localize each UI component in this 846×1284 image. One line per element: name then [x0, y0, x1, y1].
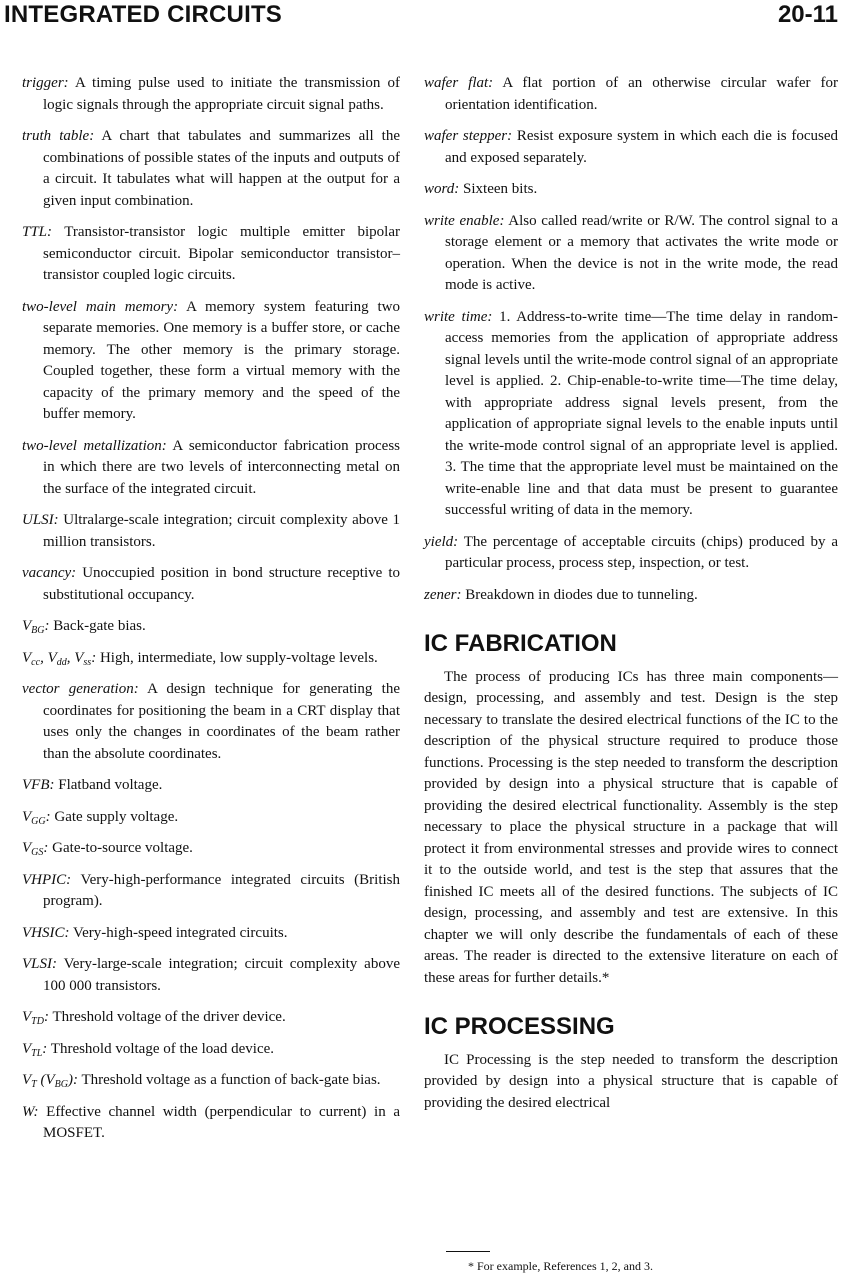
glossary-definition: Also called read/write or R/W. The control signal to a storage element or a memory that activates the write mode or operation. When the device is not in the write mode, the read mode is active.	[445, 212, 838, 293]
glossary-entry	[22, 436, 400, 501]
footnote-rule	[446, 1251, 490, 1252]
glossary-entry	[424, 73, 838, 116]
glossary-definition: High, intermediate, low supply-voltage levels.	[99, 649, 378, 666]
glossary-definition: A design technique for generating the coordinates for positioning the beam in a CRT display that uses only the changes in coordinates of the beam rather than the absolute coordinates.	[43, 681, 400, 762]
glossary-term: word:	[424, 181, 460, 197]
glossary-entry	[22, 73, 400, 116]
glossary-term: zener:	[424, 586, 462, 603]
glossary-entry	[22, 297, 400, 426]
glossary-term: VLSI:	[22, 956, 57, 972]
glossary-entry	[22, 870, 400, 913]
glossary-entry	[22, 648, 400, 670]
glossary-entry	[22, 1007, 400, 1029]
glossary-definition: Gate supply voltage.	[54, 808, 179, 825]
glossary-entry	[22, 954, 400, 997]
glossary-term: truth table:	[22, 128, 95, 144]
glossary-entry	[22, 775, 400, 797]
glossary-definition: A flat portion of an otherwise circular wafer for orientation identification.	[445, 75, 838, 113]
glossary-term: $V_T$ $(V_{BG})$:	[22, 1072, 78, 1090]
glossary-definition: Threshold voltage of the driver device.	[52, 1009, 286, 1025]
glossary-definition: A chart that tabulates and summarizes all the combinations of possible states of the inputs and outputs of a circuit. It tabulates what will happen at the output for a given input combination.	[43, 128, 400, 209]
glossary-term: W:	[22, 1103, 39, 1120]
glossary-entry	[424, 179, 838, 201]
right-column	[424, 73, 838, 1114]
glossary-term: yield:	[424, 533, 459, 550]
glossary-definition: Threshold voltage of the load device.	[50, 1040, 275, 1057]
glossary-entry	[424, 585, 838, 607]
glossary-term: write time:	[424, 308, 493, 325]
footnote: * For example, References 1, 2, and 3.	[468, 1259, 653, 1273]
glossary-continued	[424, 73, 838, 606]
glossary-entry	[22, 679, 400, 765]
glossary-definition: Effective channel width (perpendicular to current) in a MOSFET.	[43, 1103, 400, 1141]
glossary-term: $V_{cc}$, $V_{dd}$, $V_{ss}$:	[22, 649, 97, 668]
glossary-term: $V_{TL}$:	[22, 1040, 48, 1059]
glossary-term: vacancy:	[22, 565, 77, 581]
glossary-term: $V_{GG}$:	[22, 808, 51, 827]
glossary-term: VFB:	[22, 777, 55, 793]
glossary-entry	[22, 126, 400, 212]
processing-paragraph: IC Processing is the step needed to transform the description provided by design into a physical structure that is capable of providing the desired electrical	[424, 1051, 838, 1111]
glossary-definition: Threshold voltage as a function of back-gate bias.	[81, 1072, 381, 1088]
glossary-definition: Resist exposure system in which each die is focused and exposed separately.	[445, 128, 839, 166]
glossary-entry	[22, 510, 400, 553]
glossary-term: $V_{GS}$:	[22, 840, 49, 858]
glossary-term: trigger:	[22, 75, 69, 91]
glossary-definition: Transistor-transistor logic multiple emitter bipolar semiconductor circuit. Bipolar semiconductor transistor–transistor coupled logic circuits.	[43, 224, 400, 283]
glossary-entry	[424, 307, 838, 522]
glossary-definition: A memory system featuring two separate memories. One memory is a buffer store, or cache memory. The other memory is the primary storage. Coupled together, these form a virtual memory with the capacity of the primary memory and the speed of the buffer memory.	[43, 298, 400, 422]
running-header	[0, 0, 846, 32]
glossary-term: VHPIC:	[22, 871, 72, 888]
glossary-definition: Very-high-performance integrated circuits (British program).	[43, 871, 400, 909]
glossary-term: ULSI:	[22, 512, 59, 528]
glossary-term: $V_{TD}$:	[22, 1009, 49, 1027]
glossary-term: $V_{BG}$:	[22, 618, 50, 636]
glossary-term: vector generation:	[22, 681, 139, 697]
glossary-entry	[424, 126, 838, 169]
page-number: 20-11	[777, 1, 838, 28]
section-heading-fabrication: IC FABRICATION	[424, 630, 617, 657]
glossary-term: write enable:	[424, 212, 505, 229]
glossary-definition: Breakdown in diodes due to tunneling.	[465, 586, 698, 603]
glossary-entry	[22, 1070, 400, 1092]
glossary-term: VHSIC:	[22, 924, 70, 941]
glossary-term: wafer stepper:	[424, 128, 513, 144]
glossary-definition: Ultralarge-scale integration; circuit complexity above 1 million transistors.	[43, 512, 400, 550]
glossary-definition: Back-gate bias.	[53, 618, 146, 634]
glossary-entry	[22, 1039, 400, 1061]
section-heading-processing: IC PROCESSING	[424, 1013, 615, 1040]
fabrication-paragraph: The process of producing ICs has three main components—design, processing, and assembly and test. Design is the step necessary to translate the desired electrical functions of the IC to the description of the physical structure required to produce those functions. Processing is the step needed to transform the description provided by design into a physical structure that is capable of providing the desired electrical functionality. Assembly is the step necessary to place the physical structure in a package that will protect it from environmental stresses and provide wires to connect it to the outside world, and test is the step that assures that the finished IC meets all of the desired functions. The subjects of IC design, processing, and assembly and test are extensive. In this chapter we will only describe the fundamentals of each of these areas. The reader is directed to the extensive literature on each of these areas for further details.*	[424, 668, 838, 986]
glossary-entry	[424, 211, 838, 297]
glossary-definition: Very-high-speed integrated circuits.	[72, 924, 288, 941]
glossary-definition: A semiconductor fabrication process in which there are two levels of interconnecting metal on the surface of the integrated circuit.	[43, 437, 400, 497]
glossary-term: TTL:	[22, 224, 53, 240]
glossary-definition: A timing pulse used to initiate the transmission of logic signals through the appropriate circuit signal paths.	[43, 75, 400, 113]
glossary-definition: Gate-to-source voltage.	[52, 840, 193, 856]
glossary-entry	[22, 1102, 400, 1145]
glossary-entry	[424, 532, 838, 575]
glossary-term: two-level metallization:	[22, 437, 167, 454]
glossary-definition: Unoccupied position in bond structure receptive to substitutional occupancy.	[43, 565, 401, 603]
glossary-entry	[22, 923, 400, 945]
glossary-definition: Sixteen bits.	[463, 181, 538, 197]
glossary-term: two-level main memory:	[22, 298, 179, 315]
glossary-entry	[22, 838, 400, 860]
glossary-definition: Very-large-scale integration; circuit complexity above 100 000 transistors.	[43, 956, 401, 994]
glossary-definition: The percentage of acceptable circuits (chips) produced by a particular process, process step, inspection, or test.	[445, 533, 838, 571]
chapter-title: INTEGRATED CIRCUITS	[4, 1, 283, 28]
glossary-entry	[22, 807, 400, 829]
glossary-term: wafer flat:	[424, 75, 494, 91]
glossary-entry	[22, 616, 400, 638]
glossary-definition: Flatband voltage.	[58, 777, 163, 793]
glossary-entry	[22, 222, 400, 287]
left-column	[22, 73, 400, 1155]
glossary-entry	[22, 563, 400, 606]
glossary-definition: 1. Address-to-write time—The time delay in random-access memories from the application of appropriate address signal levels until the write-mode control signal of an appropriate level is applied. 2. Chip-enable-to-write time—The time delay, with appropriate address signal levels present, from the application of appropriate signal levels to the enable inputs until the write-mode control signal of an appropriate level is applied. 3. The time that the appropriate level must be maintained on the write-enable line and that data must be present to guarantee successful writing of data in the memory.	[445, 308, 839, 518]
